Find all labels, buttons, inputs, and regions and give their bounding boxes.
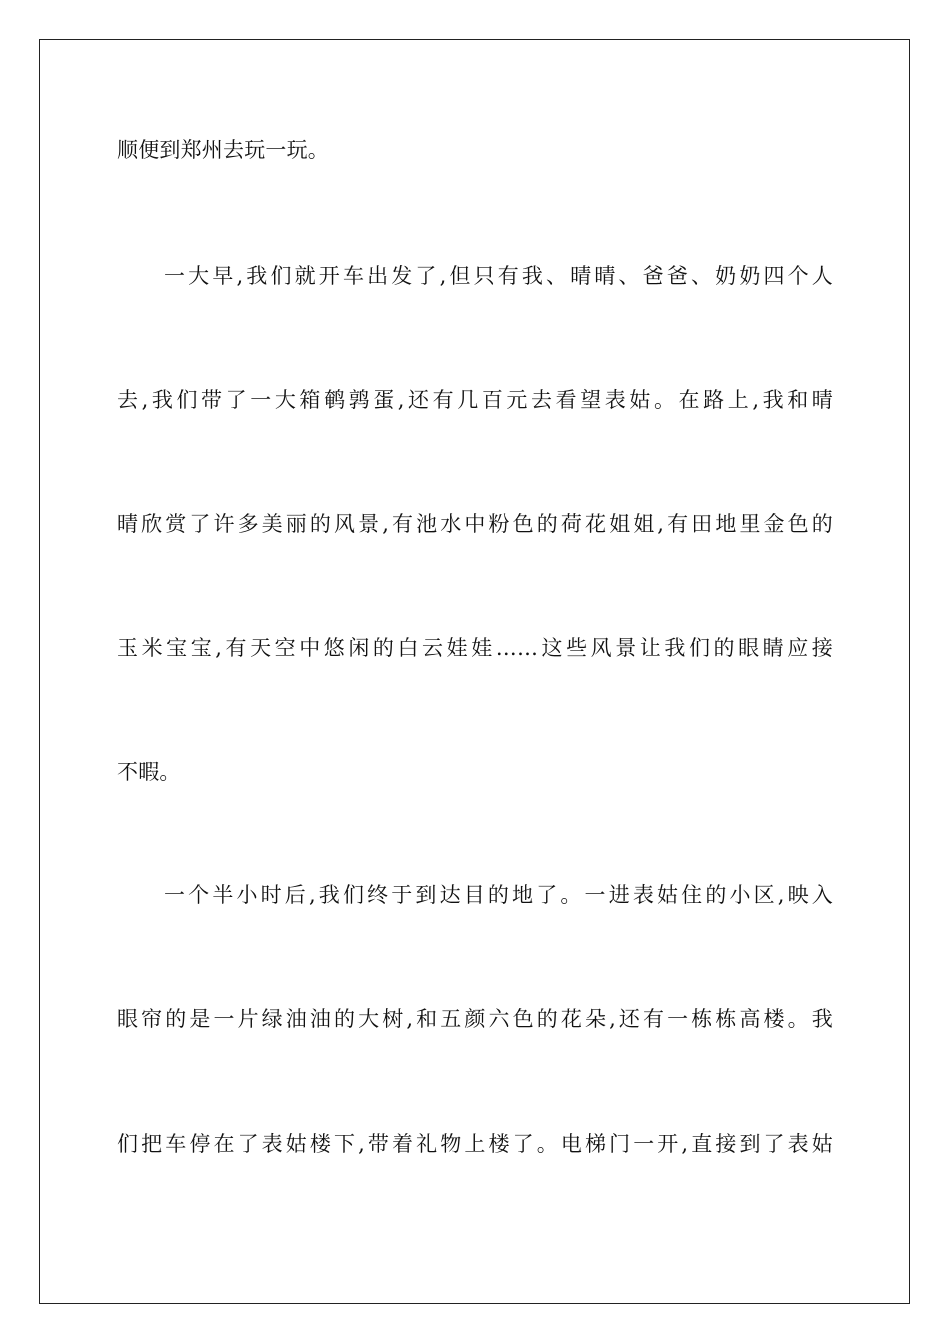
text-line-2: 一大早,我们就开车出发了,但只有我、晴晴、爸爸、奶奶四个人	[164, 264, 833, 288]
text-line-3: 去,我们带了一大箱鹌鹑蛋,还有几百元去看望表姑。在路上,我和晴	[117, 388, 833, 412]
page-border	[39, 39, 910, 1304]
text-line-7: 一个半小时后,我们终于到达目的地了。一进表姑住的小区,映入	[164, 883, 833, 907]
text-line-1: 顺便到郑州去玩一玩。	[117, 138, 329, 162]
text-line-5: 玉米宝宝,有天空中悠闲的白云娃娃……这些风景让我们的眼睛应接	[117, 636, 833, 660]
text-line-9: 们把车停在了表姑楼下,带着礼物上楼了。电梯门一开,直接到了表姑	[117, 1132, 833, 1156]
text-line-4: 晴欣赏了许多美丽的风景,有池水中粉色的荷花姐姐,有田地里金色的	[117, 512, 833, 536]
text-line-8: 眼帘的是一片绿油油的大树,和五颜六色的花朵,还有一栋栋高楼。我	[117, 1007, 833, 1031]
text-line-6: 不暇。	[117, 760, 181, 784]
